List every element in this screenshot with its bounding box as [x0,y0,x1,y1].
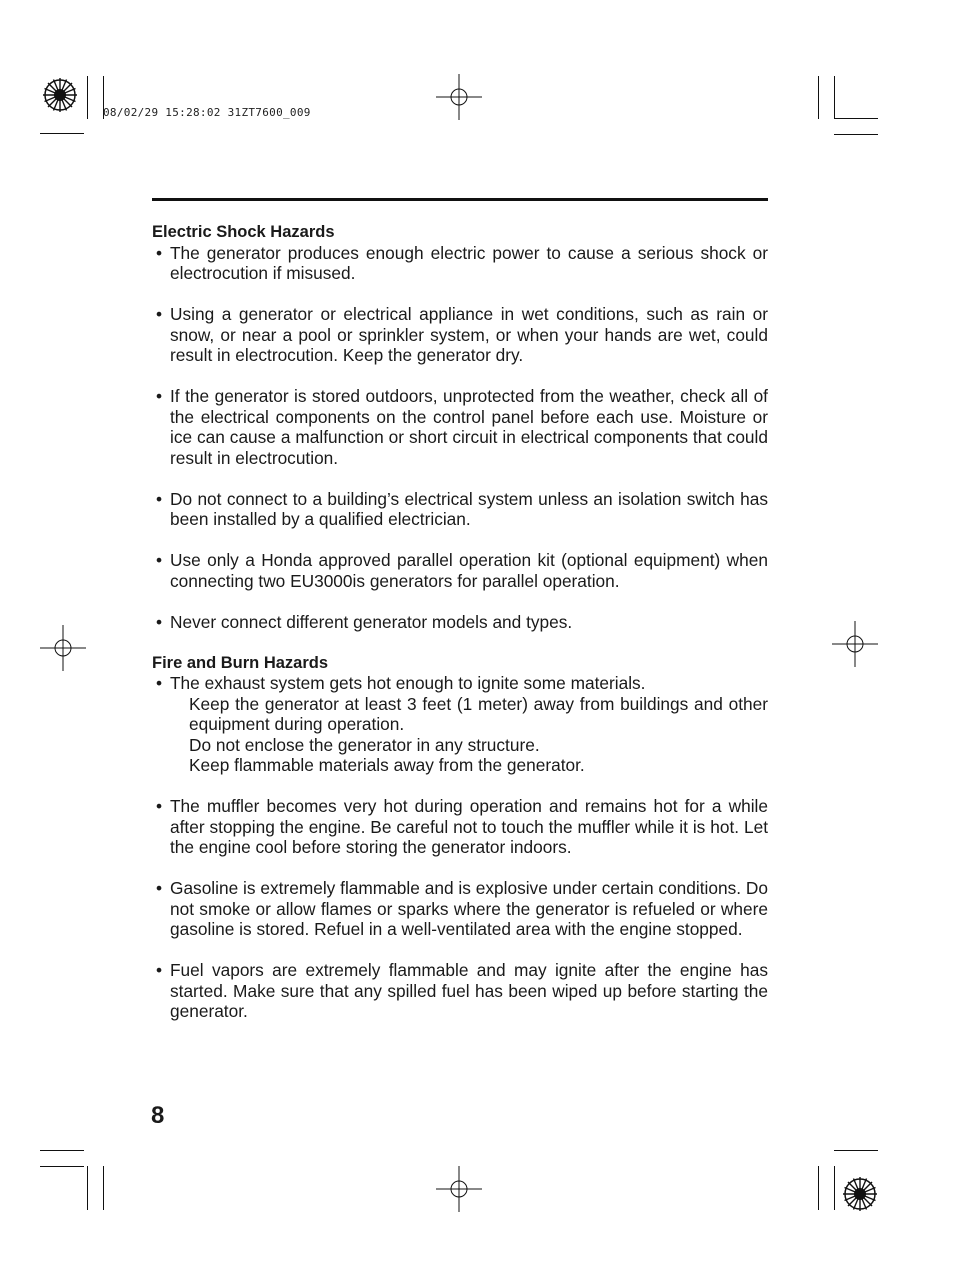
list-item: • Never connect different generator models and types. [156,611,573,632]
list-item: • If the generator is stored outdoors, unprotected from the weather, check all of the electrical components on the control panel before each use. Moisture or ice can cause a malfunction or short circuit in electrical components that could result in electrocution. [156,386,768,468]
list-subitem: Keep flammable materials away from the generator. [189,755,585,775]
registration-target-icon [40,75,80,115]
crop-mark [834,76,835,119]
bullet-icon: • [156,960,163,980]
list-subitem: Do not enclose the generator in any structure. [189,734,540,755]
crop-mark [818,76,819,119]
list-item: • The exhaust system gets hot enough to ignite some materials. [156,673,646,693]
crop-mark [40,133,84,134]
list-subitem: Keep the generator at least 3 feet (1 meter) away from buildings and other equipment during operation. [189,693,768,734]
crop-mark [103,1166,104,1210]
print-timestamp: 08/02/29 15:28:02 31ZT7600_009 [103,106,311,119]
list-item: • Using a generator or electrical appliance in wet conditions, such as rain or snow, or near a pool or sprinkler system, or when your hands are wet, could result in electrocution. Keep the generator dry. [156,304,768,365]
crop-mark [87,1166,88,1210]
bullet-icon: • [156,878,163,898]
crop-mark [834,1150,878,1151]
main-content [152,222,768,1022]
list-item: • Fuel vapors are extremely flammable and may ignite after the engine has started. Make sure that any spilled fuel has been wiped up before starting the generator. [156,960,768,1021]
bullet-icon: • [156,304,163,324]
header-rule [152,198,768,201]
crosshair-icon [436,1166,482,1212]
bullet-icon: • [156,550,163,570]
crosshair-icon [40,625,86,671]
section-heading-fire: Fire and Burn Hazards [152,653,329,672]
page-number: 8 [151,1102,165,1129]
bullet-icon: • [156,673,163,693]
bullet-icon: • [156,488,163,509]
crop-mark [834,118,878,119]
section-heading-electric: Electric Shock Hazards [152,223,335,241]
crosshair-icon [436,74,482,120]
list-item: • Do not connect to a building’s electrical system unless an isolation switch has been installed by a qualified electrician. [156,488,768,529]
crop-mark [818,1166,819,1210]
list-item: • The muffler becomes very hot during operation and remains hot for a while after stopping the engine. Be careful not to touch the muffler while it is hot. Let the engine cool before storing the generator indoors. [156,796,768,857]
crosshair-icon [832,621,878,667]
crop-mark [834,134,878,135]
registration-target-icon [840,1174,880,1214]
bullet-icon: • [156,242,163,263]
crop-mark [40,1150,84,1151]
crop-mark [87,76,88,119]
crop-mark [40,1166,84,1167]
list-item: • The generator produces enough electric power to cause a serious shock or electrocution if misused. [156,242,768,283]
crop-mark [834,1166,835,1210]
bullet-icon: • [156,611,163,632]
bullet-icon: • [156,386,163,406]
bullet-icon: • [156,796,163,816]
list-item: • Gasoline is extremely flammable and is explosive under certain conditions. Do not smoke or allow flames or sparks where the generator is refueled or where gasoline is stored. Refuel in a well-ventilated area with the engine stopped. [156,878,768,939]
list-item: • Use only a Honda approved parallel operation kit (optional equipment) when connecting two EU3000is generators for parallel operation. [156,550,768,591]
